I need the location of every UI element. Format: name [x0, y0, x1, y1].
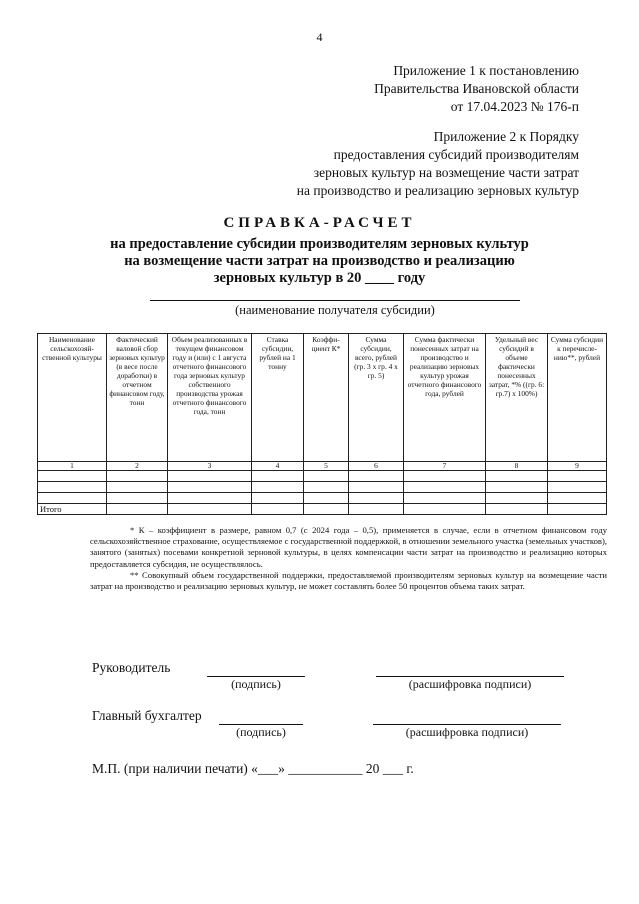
table-cell[interactable] — [304, 504, 349, 515]
column-header: Сумма субсидии к перечисле-нию**, рублей — [548, 334, 607, 462]
subtitle-line: зерновых культур в 20 ____ году — [213, 270, 426, 286]
column-number: 9 — [548, 462, 607, 471]
appendix-2-line: на производство и реализацию зерновых культур — [296, 183, 579, 198]
table-cell[interactable] — [486, 482, 548, 493]
table-cell[interactable] — [486, 471, 548, 482]
table-cell[interactable] — [168, 471, 252, 482]
table-cell[interactable] — [404, 482, 486, 493]
recipient-name-line[interactable] — [150, 300, 520, 301]
column-header: Сумма субсидии, всего, рублей (гр. 3 x гр. 4 x гр. 5) — [349, 334, 404, 462]
total-row — [38, 504, 607, 515]
table-cell[interactable] — [486, 504, 548, 515]
table-cell[interactable] — [349, 504, 404, 515]
document-heading: СПРАВКА-РАСЧЕТ — [223, 215, 416, 231]
table-cell[interactable] — [349, 471, 404, 482]
page-number: 4 — [316, 30, 323, 44]
table-cell[interactable] — [349, 482, 404, 493]
column-number: 7 — [404, 462, 486, 471]
column-header: Наименование сельскохозяй-ственной культуры — [38, 334, 107, 462]
table-cell[interactable] — [38, 482, 107, 493]
table-cell[interactable] — [548, 482, 607, 493]
appendix-2-line: Приложение 2 к Порядку — [433, 129, 579, 144]
total-label: Итого — [38, 504, 107, 515]
table-cell[interactable] — [404, 493, 486, 504]
table-row — [38, 482, 607, 493]
table-cell[interactable] — [252, 504, 304, 515]
table-cell[interactable] — [304, 493, 349, 504]
appendix-1-line: Правительства Ивановской области — [374, 81, 579, 96]
stamp-date-line: М.П. (при наличии печати) «___» ___________ 20 ___ г. — [92, 761, 414, 776]
table-cell[interactable] — [486, 493, 548, 504]
decoding-caption: (расшифровка подписи) — [408, 677, 532, 691]
table-cell[interactable] — [548, 504, 607, 515]
appendix-2-line: зерновых культур на возмещение части затрат — [313, 165, 579, 180]
column-header: Объем реализованных в текущем финансовом году и (или) с 1 августа отчетного финансового года зерновых культур собственного производства урожая отчетного финансового года, тонн — [168, 334, 252, 462]
appendix-2-block — [297, 128, 579, 200]
column-header: Ставка субсидии, рублей на 1 тонну — [252, 334, 304, 462]
table-cell[interactable] — [252, 471, 304, 482]
footnote-support-limit: ** Совокупный объем государственной поддержки, предоставляемой производителям зерновых культур на возмещение части затрат на производство и реализацию зерновых культур, не может составлять более 50 процентов объема таких затрат. — [90, 569, 607, 592]
table-cell[interactable] — [38, 471, 107, 482]
table-cell[interactable] — [107, 504, 168, 515]
subtitle-line: на предоставление субсидии производителям зерновых культур — [110, 236, 529, 252]
table-row — [38, 471, 607, 482]
table-cell[interactable] — [304, 482, 349, 493]
chief-accountant-label: Главный бухгалтер — [92, 708, 202, 723]
table-header-row — [38, 334, 607, 462]
decoding-caption: (расшифровка подписи) — [405, 725, 529, 739]
table-cell[interactable] — [548, 493, 607, 504]
table-cell[interactable] — [168, 482, 252, 493]
table-cell[interactable] — [107, 471, 168, 482]
table-cell[interactable] — [168, 493, 252, 504]
column-header: Коэффи-циент К* — [304, 334, 349, 462]
column-number: 8 — [486, 462, 548, 471]
table-cell[interactable] — [349, 493, 404, 504]
column-number: 5 — [304, 462, 349, 471]
appendix-2-line: предоставления субсидий производителям — [333, 147, 579, 162]
footnotes — [90, 525, 607, 592]
document-subtitle — [0, 236, 639, 287]
table-cell[interactable] — [38, 493, 107, 504]
table-cell[interactable] — [404, 504, 486, 515]
signature-caption: (подпись) — [231, 677, 281, 691]
subtitle-line: на возмещение части затрат на производство и реализацию — [124, 253, 515, 269]
column-number: 3 — [168, 462, 252, 471]
table-cell[interactable] — [107, 493, 168, 504]
table-cell[interactable] — [304, 471, 349, 482]
table-cell[interactable] — [548, 471, 607, 482]
table-row — [38, 493, 607, 504]
column-header: Фактический валовой сбор зерновых культур (в весе после доработки) в отчетном финансовом году, тонн — [107, 334, 168, 462]
calculation-table — [37, 333, 607, 515]
footnote-coefficient: * К – коэффициент в размере, равном 0,7 (с 2024 года – 0,5), применяется в случае, если в отчетном финансовом году сельскохозяйственное страхование, осуществляемое с государственной поддержкой, в отношении земельного участка (земельных участков), занятого (занятых) посевами конкретной зерновой культуры, в целях компенсации части затрат на производство и реализацию которых предоставляется субсидия, не осуществлялось. — [90, 525, 607, 569]
table-cell[interactable] — [252, 482, 304, 493]
appendix-1-line: от 17.04.2023 № 176-п — [450, 99, 579, 114]
column-number: 4 — [252, 462, 304, 471]
head-label: Руководитель — [92, 660, 171, 675]
appendix-1-line: Приложение 1 к постановлению — [393, 63, 579, 78]
column-number: 2 — [107, 462, 168, 471]
table-cell[interactable] — [252, 493, 304, 504]
column-number-row — [38, 462, 607, 471]
signature-caption: (подпись) — [236, 725, 286, 739]
table-cell[interactable] — [168, 504, 252, 515]
table-cell[interactable] — [107, 482, 168, 493]
recipient-label: (наименование получателя субсидии) — [235, 303, 435, 317]
column-header: Удельный вес субсидий в объеме фактически понесенных затрат, *% ((гр. 6: гр.7) x 100%) — [486, 334, 548, 462]
column-number: 1 — [38, 462, 107, 471]
column-header: Сумма фактически понесенных затрат на производство и реализацию зерновых культур урожая отчетного финансового года, рублей — [404, 334, 486, 462]
column-number: 6 — [349, 462, 404, 471]
appendix-1-block — [374, 62, 579, 116]
table-cell[interactable] — [404, 471, 486, 482]
